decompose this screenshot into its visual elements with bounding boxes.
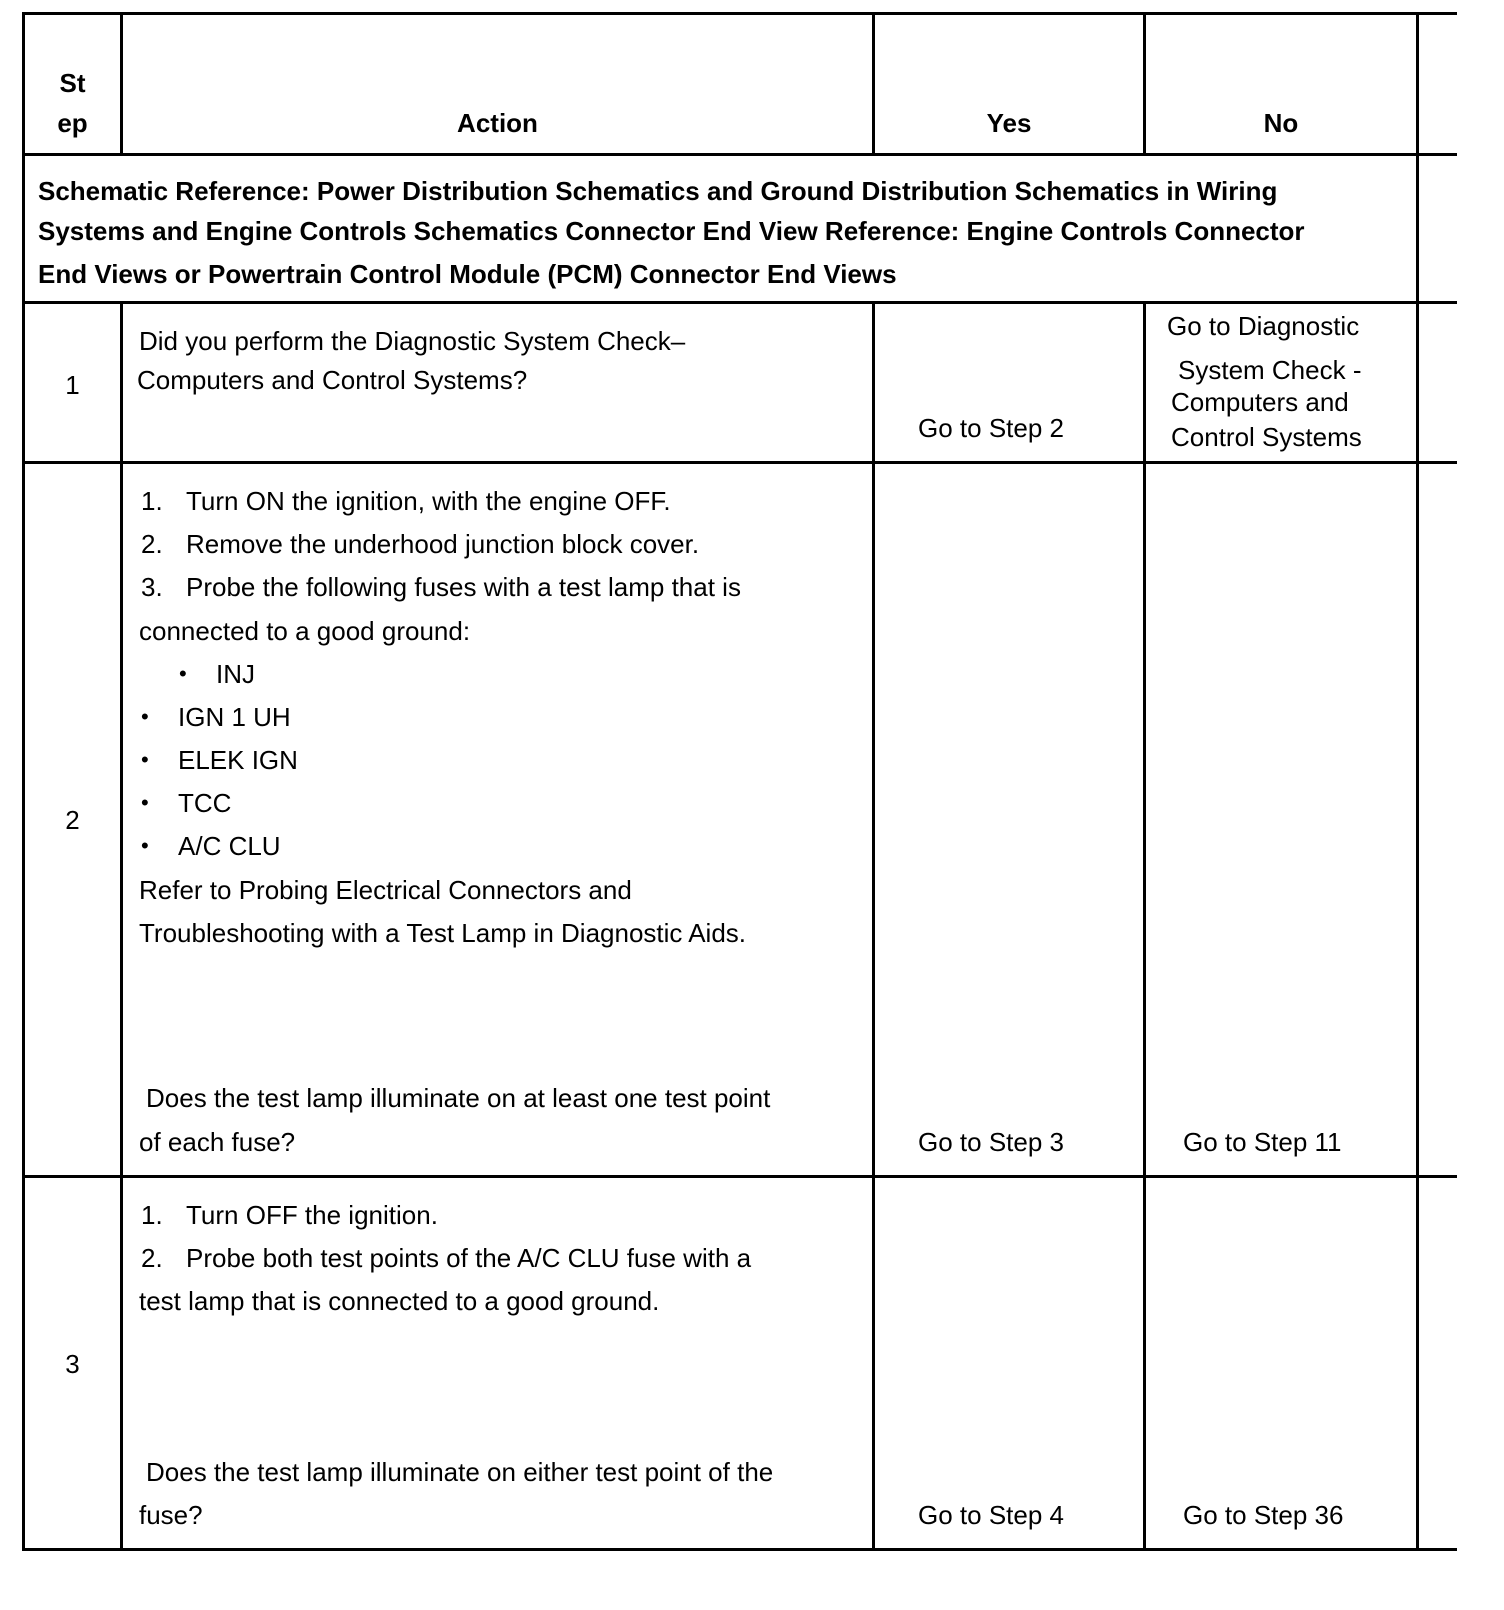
row-3-item-1-text: Turn OFF the ignition. bbox=[186, 1200, 438, 1230]
diagnostic-table bbox=[22, 12, 1457, 1596]
row-2-bullet-2: IGN 1 UH bbox=[178, 702, 291, 732]
row-2-item-3-text: Probe the following fuses with a test lamp that is bbox=[186, 572, 741, 602]
row-3-continuation: test lamp that is connected to a good ground. bbox=[139, 1286, 660, 1316]
reference-divider bbox=[22, 301, 1457, 304]
row-2-item-2-text: Remove the underhood junction block cover. bbox=[186, 529, 700, 559]
row-2-bullet-3: ELEK IGN bbox=[178, 745, 298, 775]
row-1-yes: Go to Step 2 bbox=[918, 413, 1064, 443]
col-divider-yes bbox=[1143, 302, 1146, 1551]
bullet-icon: • bbox=[141, 704, 149, 729]
header-step-line2: ep bbox=[57, 108, 88, 138]
row-1-no-line-3: Computers and bbox=[1171, 387, 1349, 417]
header-divider bbox=[22, 153, 1457, 156]
row-1-no-line-4: Control Systems bbox=[1171, 422, 1362, 452]
bullet-icon: • bbox=[141, 790, 149, 815]
row-3-question-line-2: fuse? bbox=[139, 1500, 203, 1530]
row-3-item-1-number: 1. bbox=[141, 1200, 163, 1230]
row-3-question-line-1: Does the test lamp illuminate on either test point of the bbox=[146, 1457, 774, 1487]
header-step-line1: St bbox=[59, 68, 86, 98]
row-2-item-3-number: 3. bbox=[141, 572, 163, 602]
col-divider-step bbox=[120, 302, 123, 1551]
reference-line-2: Systems and Engine Controls Schematics Connector End View Reference: Engine Controls Connector bbox=[38, 216, 1305, 246]
row-2-item-1-text: Turn ON the ignition, with the engine OFF. bbox=[186, 486, 671, 516]
row-1-action-line-1: Did you perform the Diagnostic System Check– bbox=[139, 326, 686, 356]
table-border-top bbox=[22, 12, 1457, 15]
row-2-continuation: connected to a good ground: bbox=[139, 616, 471, 646]
bullet-icon: • bbox=[141, 833, 149, 858]
row-2-bullet-4: TCC bbox=[178, 788, 232, 818]
row-2-question-line-2: of each fuse? bbox=[139, 1127, 296, 1157]
table-border-right bbox=[1416, 12, 1419, 1551]
header-action: Action bbox=[457, 108, 538, 138]
row-1-step: 1 bbox=[65, 370, 80, 400]
row-3-step: 3 bbox=[65, 1349, 80, 1379]
row-3-item-2-number: 2. bbox=[141, 1243, 163, 1273]
row-3-no: Go to Step 36 bbox=[1183, 1500, 1344, 1530]
row-2-yes: Go to Step 3 bbox=[918, 1127, 1064, 1157]
bullet-icon: • bbox=[141, 747, 149, 772]
col-divider-action bbox=[872, 302, 875, 1551]
row-2-refer-line-2: Troubleshooting with a Test Lamp in Diagnostic Aids. bbox=[139, 918, 747, 948]
row-3-yes: Go to Step 4 bbox=[918, 1500, 1064, 1530]
row-2-divider bbox=[22, 1175, 1457, 1178]
table-border-bottom bbox=[22, 1548, 1457, 1551]
header-no: No bbox=[1263, 108, 1299, 138]
reference-line-1: Schematic Reference: Power Distribution Schematics and Ground Distribution Schematics in Wiring bbox=[38, 176, 1278, 206]
row-2-refer-line-1: Refer to Probing Electrical Connectors and bbox=[139, 875, 632, 905]
row-2-item-1-number: 1. bbox=[141, 486, 163, 516]
row-3-item-2-text: Probe both test points of the A/C CLU fuse with a bbox=[186, 1243, 752, 1273]
row-1-divider bbox=[22, 461, 1457, 464]
reference-line-3: End Views or Powertrain Control Module (PCM) Connector End Views bbox=[38, 259, 897, 289]
table-border-left bbox=[22, 12, 25, 1551]
row-2-question-line-1: Does the test lamp illuminate on at least one test point bbox=[146, 1083, 771, 1113]
row-1-no-line-1: Go to Diagnostic bbox=[1167, 311, 1360, 341]
bullet-icon: • bbox=[179, 661, 187, 686]
row-1-action-line-2: Computers and Control Systems? bbox=[137, 365, 528, 395]
row-2-step: 2 bbox=[65, 805, 80, 835]
row-1-no-line-2: System Check - bbox=[1178, 355, 1362, 385]
row-2-item-2-number: 2. bbox=[141, 529, 163, 559]
row-2-bullet-1: INJ bbox=[216, 659, 255, 689]
header-yes: Yes bbox=[986, 108, 1032, 138]
row-2-bullet-5: A/C CLU bbox=[178, 831, 281, 861]
row-2-no: Go to Step 11 bbox=[1183, 1127, 1342, 1157]
